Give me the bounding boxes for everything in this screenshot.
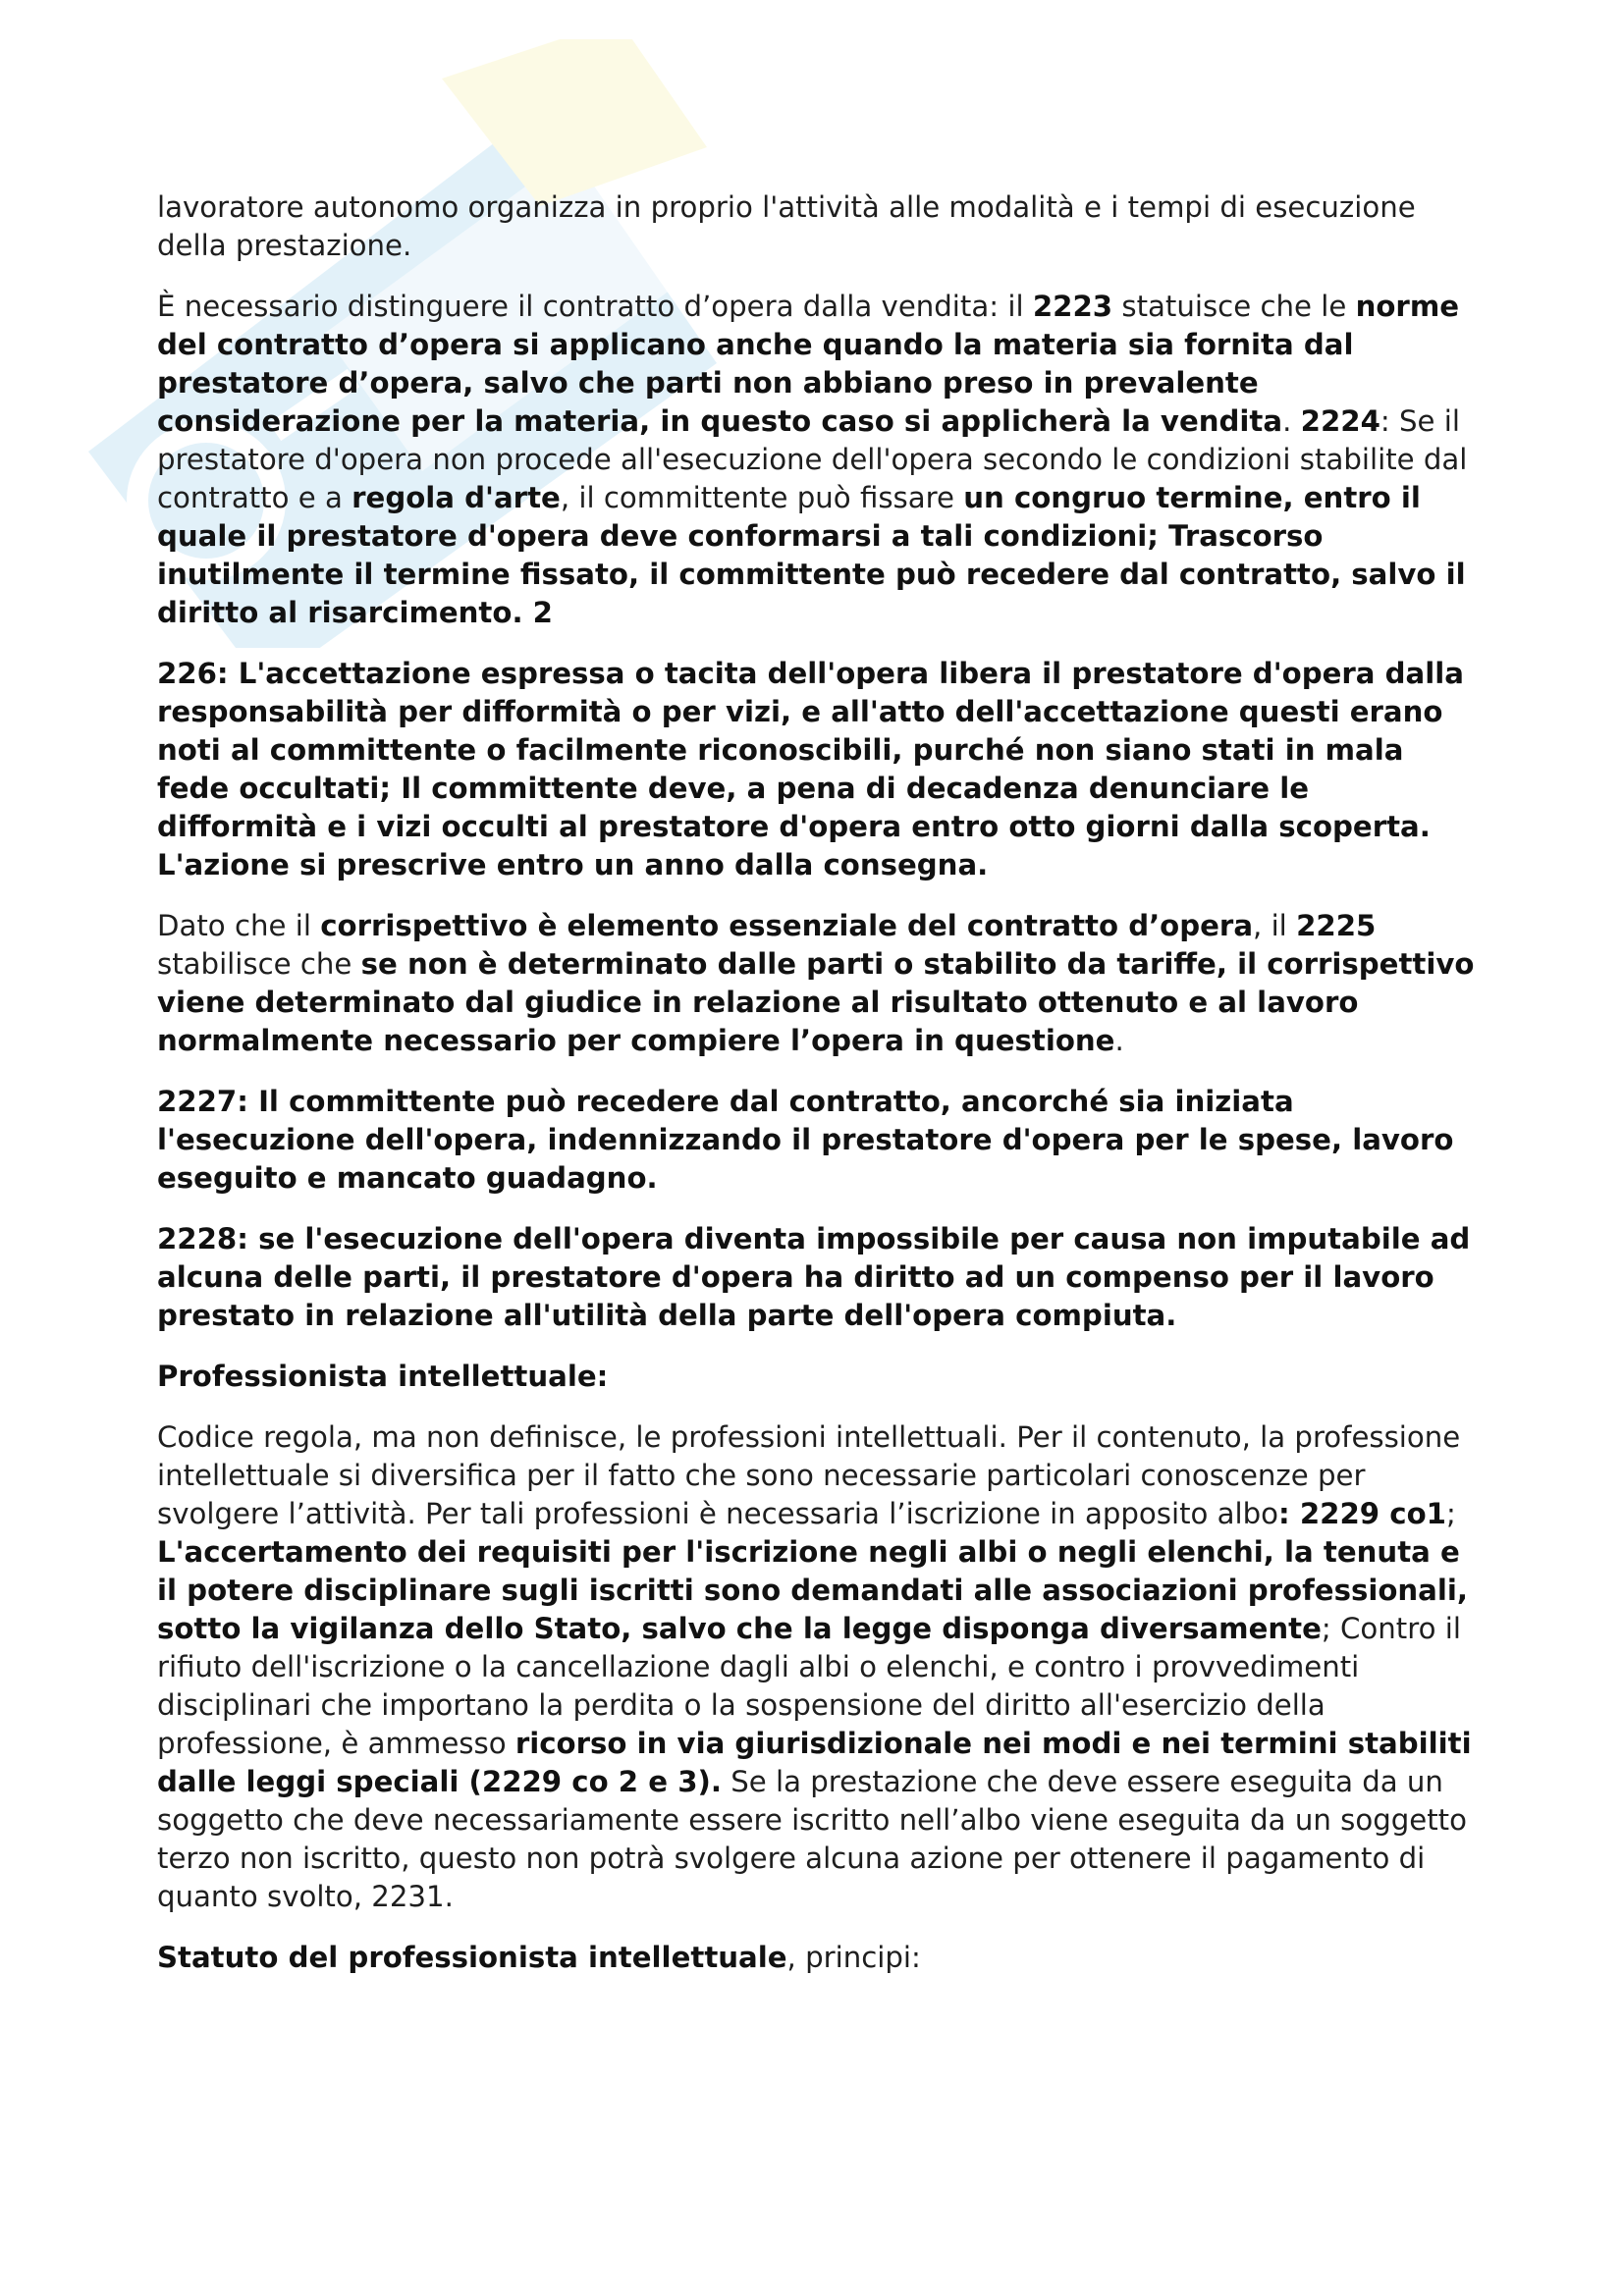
bold-text-segment: 226: L'accettazione espressa o tacita dell'opera libera il prestatore d'opera dalla responsabilità per difformità o per vizi, e all'atto dell'accettazione questi erano noti al committente o facilmente riconoscibili, purché non siano stati in mala fede occultati; Il committente deve, a pena di decadenza denunciare le difformità e i vizi occulti al prestatore d'opera entro otto giorni dalla scoperta. L'azione si prescrive entro un anno dalla consegna. (157, 657, 1464, 881)
text-segment: stabilisce che (157, 947, 361, 981)
paragraph (157, 1358, 1478, 1396)
bold-text-segment: norme del contratto d’opera si applicano anche quando la materia sia fornita dal prestatore d’opera, salvo che parti non abbiano preso in prevalente considerazione per la materia, in questo caso si applicherà la vendita (157, 290, 1460, 438)
bold-text-segment: 2224 (1300, 404, 1380, 438)
text-segment: , il committente può fissare (560, 481, 964, 514)
bold-text-segment: 2227: Il committente può recedere dal contratto, ancorché sia iniziata l'esecuzione dell'opera, indennizzando il prestatore d'opera per le spese, lavoro eseguito e mancato guadagno. (157, 1085, 1454, 1195)
paragraph (157, 1939, 1478, 1977)
text-segment: , principi: (786, 1941, 921, 1974)
text-segment: È necessario distinguere il contratto d’opera dalla vendita: il (157, 290, 1033, 323)
paragraph (157, 655, 1478, 884)
text-segment: ; (1445, 1497, 1456, 1530)
text-segment: Codice regola, ma non definisce, le professioni intellettuali. Per il contenuto, la professione intellettuale si diversifica per il fatto che sono necessarie particolari conoscenze per svolgere l’attività. Per tali professioni è necessaria l’iscrizione in apposito albo (157, 1420, 1461, 1530)
bold-text-segment: un congruo termine, entro il quale il prestatore d'opera deve conformarsi a tali condizioni; Trascorso inutilmente il termine fissato, il committente può recedere dal contratto, salvo il diritto al risarcimento. 2 (157, 481, 1466, 629)
text-segment: statuisce che le (1112, 290, 1356, 323)
text-segment: ; Contro il rifiuto dell'iscrizione o la cancellazione dagli albi o elenchi, e contro i provvedimenti disciplinari che importano la perdita o la sospensione del diritto all'esercizio della professione, è ammesso (157, 1612, 1461, 1760)
document-body (157, 188, 1478, 2000)
paragraph (157, 288, 1478, 632)
paragraph (157, 188, 1478, 265)
bold-text-segment: 2225 (1296, 909, 1377, 942)
bold-text-segment: regola d'arte (352, 481, 561, 514)
text-segment: Se la prestazione che deve essere eseguita da un soggetto che deve necessariamente essere iscritto nell’albo viene eseguita da un soggetto terzo non iscritto, questo non potrà svolgere alcuna azione per ottenere il pagamento di quanto svolto, 2231. (157, 1765, 1467, 1913)
paragraph (157, 1083, 1478, 1198)
text-segment: . (1114, 1024, 1124, 1057)
text-segment: : Se il prestatore d'opera non procede all'esecuzione dell'opera secondo le condizioni stabilite dal contratto e a (157, 404, 1468, 514)
bold-text-segment: L'accertamento dei requisiti per l'iscrizione negli albi o negli elenchi, la tenuta e il potere disciplinare sugli iscritti sono demandati alle associazioni professionali, sotto la vigilanza dello Stato, salvo che la legge disponga diversamente (157, 1535, 1468, 1645)
bold-text-segment: Professionista intellettuale: (157, 1360, 609, 1393)
bold-text-segment: Statuto del professionista intellettuale (157, 1941, 787, 1974)
bold-text-segment: se non è determinato dalle parti o stabilito da tariffe, il corrispettivo viene determinato dal giudice in relazione al risultato ottenuto e al lavoro normalmente necessario per compiere l’opera in questione (157, 947, 1475, 1057)
paragraph (157, 1418, 1478, 1916)
text-segment: . (1282, 404, 1301, 438)
bold-text-segment: ricorso in via giurisdizionale nei modi e nei termini stabiliti dalle leggi speciali (2229 co 2 e 3). (157, 1727, 1472, 1798)
text-segment: , il (1253, 909, 1297, 942)
paragraph (157, 907, 1478, 1060)
text-segment: Dato che il (157, 909, 321, 942)
paragraph (157, 1220, 1478, 1335)
bold-text-segment: corrispettivo è elemento essenziale del contratto d’opera (320, 909, 1254, 942)
bold-text-segment: : 2229 co1 (1278, 1497, 1446, 1530)
bold-text-segment: 2228: se l'esecuzione dell'opera diventa impossibile per causa non imputabile ad alcuna delle parti, il prestatore d'opera ha diritto ad un compenso per il lavoro prestato in relazione all'utilità della parte dell'opera compiuta. (157, 1222, 1471, 1332)
bold-text-segment: 2223 (1032, 290, 1113, 323)
text-segment: lavoratore autonomo organizza in proprio l'attività alle modalità e i tempi di esecuzione della prestazione. (157, 190, 1416, 262)
